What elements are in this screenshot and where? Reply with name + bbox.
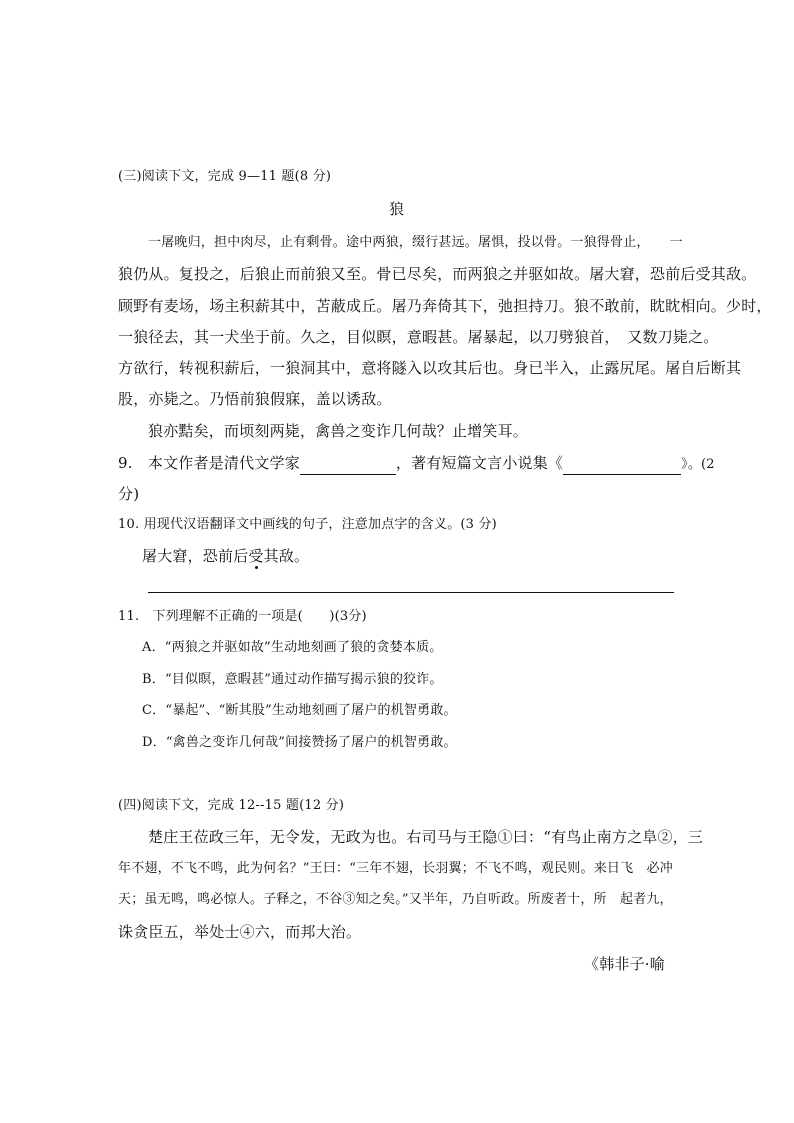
q9-author-blank[interactable] [300,460,396,475]
q11-option-a: A．“两狼之并驱如故”生动地刻画了狼的贪婪本质。 [142,640,443,655]
question-9 [118,453,715,475]
q9-text-2: ，著有短篇文言小说集《 [395,454,564,472]
passage-line-4: 一狼径去，其一犬坐于前。久之，目似瞑，意暇甚。屠暴起，以刀劈狼首， 又数刀毙之。 [118,328,719,346]
section4-line-4: 诛贪臣五，举处士④六，而邦大治。 [118,923,362,941]
q9-text-3: 》。(2 [681,457,715,472]
section4-line-2: 年不翅，不飞不鸣，此为何名？”王曰：“三年不翅，长羽翼；不飞不鸣，观民则。来日飞 必冲 [118,861,673,876]
passage-line-5: 方欲行，转视积薪后，一狼洞其中，意将隧入以攻其后也。身已半入，止露尻尾。屠自后断其 [118,359,742,377]
q11-option-c: C．“暴起”、“断其股”生动地刻画了屠户的机智勇敢。 [142,703,457,718]
q10-dotted-char: 受 [248,547,264,565]
q10-sentence-b: 其敌。 [263,547,310,565]
q11-option-d: D．“禽兽之变诈几何哉”间接赞扬了屠户的机智勇敢。 [142,735,457,750]
q10-answer-line[interactable] [148,592,674,593]
passage-line-1: 一屠晚归，担中肉尽，止有剩骨。途中两狼，缀行甚远。屠惧，投以骨。一狼得骨止， 一 [148,235,683,250]
passage-line-6: 股，亦毙之。乃悟前狼假寐，盖以诱敌。 [118,390,392,408]
q11-option-b: B．“目似瞑，意暇甚”通过动作描写揭示狼的狡诈。 [142,672,443,687]
section4-line-3: 天；虽无鸣，鸣必惊人。子释之，不谷③知之矣。”又半年，乃自听政。所废者十，所 起者九， [118,892,673,907]
q10-sentence-a: 屠大窘，恐前后 [142,547,249,565]
passage-line-2: 狼仍从。复投之，后狼止而前狼又至。骨已尽矣，而两狼之并驱如故。屠大窘，恐前后受其敌。 [118,265,757,283]
q9-text-1: 9. 本文作者是清代文学家 [118,454,300,472]
q10-sentence [142,546,309,566]
section4-heading: (四)阅读下文，完成 12--15 题(12 分) [118,798,345,813]
passage-title: 狼 [389,200,405,218]
q9-book-blank[interactable] [563,460,681,475]
section3-heading: (三)阅读下文，完成 9—11 题(8 分) [118,169,332,184]
passage-conclusion: 狼亦黠矣，而顷刻两毙，禽兽之变诈几何哉？止增笑耳。 [148,422,529,440]
section4-source: 《韩非子·喻 [584,955,665,973]
passage-line-3: 顾野有麦场，场主积薪其中，苫蔽成丘。屠乃奔倚其下，弛担持刀。狼不敢前，眈眈相向。少时， [118,297,772,315]
question-10: 10. 用现代汉语翻译文中画线的句子，注意加点字的含义。(3 分) [118,517,497,532]
question-11: 11. 下列理解不正确的一项是( )(3分) [118,609,367,624]
q9-score-wrap: 分) [118,485,140,503]
section4-line-1: 楚庄王莅政三年，无令发，无政为也。右司马与王隐①曰：“有鸟止南方之阜②，三 [148,828,704,846]
